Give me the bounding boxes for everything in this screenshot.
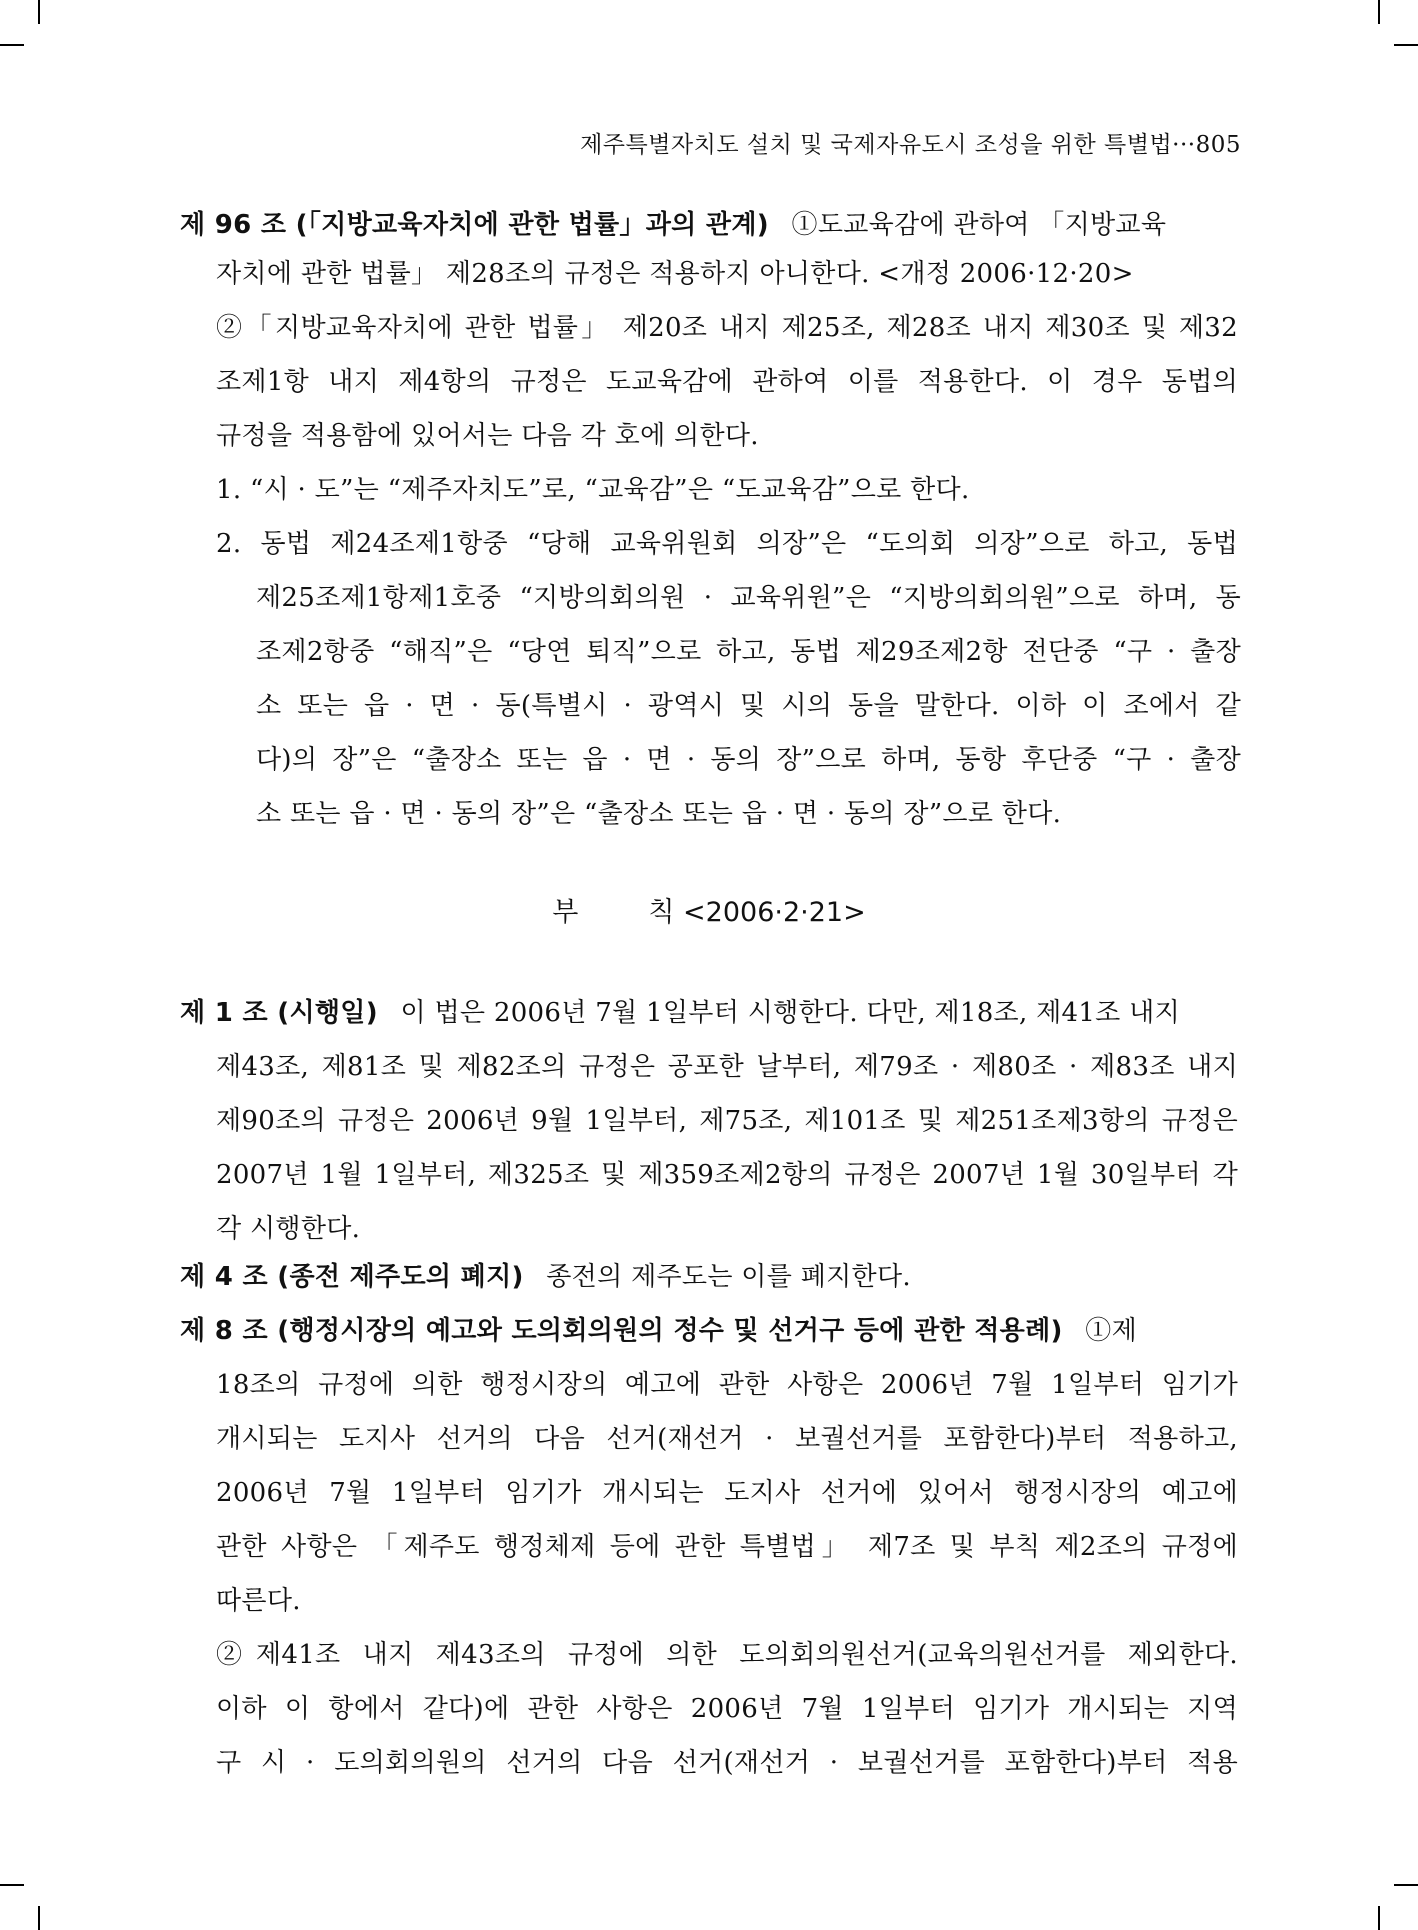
article-96-item-2: 2. 동법 제24조제1항중 “당해 교육위원회 의장”은 “도의회 의장”으로 하고, 동법 — [216, 529, 1238, 559]
article-1-line: 각 시행한다. — [216, 1214, 361, 1244]
crop-mark — [1378, 1906, 1380, 1930]
article-96-item-2-line: 조제2항중 “해직”은 “당연 퇴직”으로 하고, 동법 제29조제2항 전단중 “구 · 출장 — [256, 637, 1241, 667]
article-4-first-line — [180, 1262, 911, 1292]
article-8-line: 따른다. — [216, 1586, 301, 1616]
article-96-item-1: 1. “시 · 도”는 “제주자치도”로, “교육감”은 “도교육감”으로 한다. — [216, 475, 970, 505]
crop-mark — [0, 44, 24, 46]
article-96-line: 규정을 적용함에 있어서는 다음 각 호에 의한다. — [216, 421, 759, 451]
article-96-line: ②「지방교육자치에 관한 법률」 제20조 내지 제25조, 제28조 내지 제30조 및 제32 — [216, 313, 1238, 343]
article-96-heading: 제 96 조 (「지방교육자치에 관한 법률」과의 관계) — [180, 210, 769, 240]
crop-mark — [0, 1884, 24, 1886]
article-96-item-2-line: 제25조제1항제1호중 “지방의회의원 · 교육위원”은 “지방의회의원”으로 하며, 동 — [256, 583, 1241, 613]
article-1-line: 제90조의 규정은 2006년 9월 1일부터, 제75조, 제101조 및 제251조제3항의 규정은 — [216, 1106, 1238, 1136]
article-4-heading: 제 4 조 (종전 제주도의 폐지) — [180, 1262, 524, 1292]
article-8-heading: 제 8 조 (행정시장의 예고와 도의회의원의 정수 및 선거구 등에 관한 적용례) — [180, 1316, 1063, 1346]
article-1-line: 2007년 1월 1일부터, 제325조 및 제359조제2항의 규정은 2007년 1월 30일부터 각 — [216, 1160, 1238, 1190]
article-96-line: 자치에 관한 법률」 제28조의 규정은 적용하지 아니한다. <개정 2006·12·20> — [216, 259, 1134, 289]
crop-mark — [38, 0, 40, 24]
article-1-heading: 제 1 조 (시행일) — [180, 998, 378, 1028]
article-1-line: 제43조, 제81조 및 제82조의 규정은 공포한 날부터, 제79조 · 제80조 · 제83조 내지 — [216, 1052, 1238, 1082]
article-96-first-line — [180, 210, 1166, 240]
article-96-item-2-line: 다)의 장”은 “출장소 또는 읍 · 면 · 동의 장”으로 하며, 동항 후단중 “구 · 출장 — [256, 745, 1241, 775]
article-8-line: 관한 사항은 「제주도 행정체제 등에 관한 특별법」 제7조 및 부칙 제2조의 규정에 — [216, 1532, 1238, 1562]
article-8-line: ②제41조 내지 제43조의 규정에 의한 도의회의원선거(교육의원선거를 제외한다. — [216, 1640, 1238, 1670]
crop-mark — [1394, 1884, 1418, 1886]
article-96-item-2-line: 소 또는 읍 · 면 · 동(특별시 · 광역시 및 시의 동을 말한다. 이하 이 조에서 같 — [256, 691, 1241, 721]
article-1-first-line — [180, 998, 1180, 1028]
article-8-text: ①제 — [1085, 1316, 1137, 1346]
article-8-line: 18조의 규정에 의한 행정시장의 예고에 관한 사항은 2006년 7월 1일부터 임기가 — [216, 1370, 1238, 1400]
article-96-line: 조제1항 내지 제4항의 규정은 도교육감에 관하여 이를 적용한다. 이 경우 동법의 — [216, 367, 1238, 397]
article-8-line: 2006년 7월 1일부터 임기가 개시되는 도지사 선거에 있어서 행정시장의 예고에 — [216, 1478, 1238, 1508]
supplementary-provisions-title — [0, 890, 1418, 929]
article-8-first-line — [180, 1316, 1137, 1346]
running-header: 제주특별자치도 설치 및 국제자유도시 조성을 위한 특별법···805 — [580, 132, 1241, 158]
article-1-text: 이 법은 2006년 7월 1일부터 시행한다. 다만, 제18조, 제41조 내지 — [400, 998, 1181, 1028]
article-8-line: 이하 이 항에서 같다)에 관한 사항은 2006년 7월 1일부터 임기가 개시되는 지역 — [216, 1694, 1238, 1724]
article-96-text: ①도교육감에 관하여 「지방교육 — [791, 210, 1167, 240]
article-8-line: 개시되는 도지사 선거의 다음 선거(재선거 · 보궐선거를 포함한다)부터 적용하고, — [216, 1424, 1238, 1454]
article-96-item-2-line: 소 또는 읍 · 면 · 동의 장”은 “출장소 또는 읍 · 면 · 동의 장”으로 한다. — [256, 799, 1062, 829]
article-8-line: 구 시 · 도의회의원의 선거의 다음 선거(재선거 · 보궐선거를 포함한다)부터 적용 — [216, 1748, 1238, 1778]
title-part: 부 — [552, 897, 579, 928]
title-part: 칙 <2006·2·21> — [648, 897, 866, 928]
crop-mark — [1378, 0, 1380, 24]
crop-mark — [1394, 44, 1418, 46]
crop-mark — [38, 1906, 40, 1930]
article-4-text: 종전의 제주도는 이를 폐지한다. — [546, 1262, 911, 1292]
